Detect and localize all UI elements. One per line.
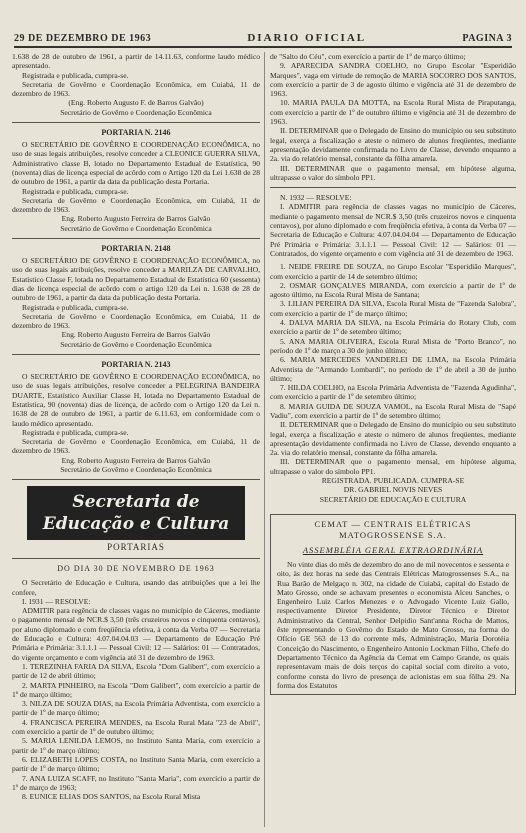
list-item: 7. HILDA COELHO, na Escola Primária Adventista de "Fazenda Agudinha", com exercício a partir de 1º de setembro último; (270, 383, 516, 402)
signature: Eng. Roberto Augusto Ferreira de Barros Galvão (61, 330, 211, 340)
list-item: 1. NEIDE FREIRE DE SOUZA, no Grupo Escolar "Esperidião Marques", com exercício a partir de 14 de setembro último; (270, 262, 516, 281)
divider (12, 122, 260, 123)
left-column (12, 52, 260, 827)
list-item: 4. FRANCISCA PEREIRA MENDES, na Escola Rural Mata "23 de Abril", com exercício a partir de 1º de outubro último; (12, 717, 260, 737)
list-item: 5. ANA MARIA OLIVEIRA, Escola Rural Mista de "Porto Branco", no período de 1º de março a 30 de junho último; (270, 336, 516, 355)
list-item: 4. DALVA MARIA DA SILVA, na Escola Primária do Rotary Club, com exercício a partir de 1º de setembro último; (270, 318, 516, 337)
paragraph: III. DETERMINAR que o pagamento mensal, em hipótese alguma, ultrapasse o valor do símbolo PP1. (270, 163, 516, 182)
list-item: 8. MARIA GUIDA DE SOUZA VAMOL, na Escola Rural Mista de "Sapé Vadiu", com exercício a partir de 1º de setembro último; (270, 401, 516, 420)
divider (270, 187, 516, 188)
paragraph: Secretaria de Govêrno e Coordenação Econômica, em Cuiabá, 11 de dezembro de 1963. (12, 79, 260, 99)
paragraph: O Secretário de Educação e Cultura, usando das atribuições que a lei lhe confere, (12, 578, 260, 597)
paragraph: Secretaria de Govêrno e Coordenação Econômica, em Cuiabá, 11 de dezembro de 1963. (12, 195, 260, 215)
signature: Eng. Roberto Augusto Ferreira de Barros Galvão (61, 214, 211, 224)
paragraph: II. DETERMINAR que o Delegado de Ensino do município ou seu substituto legal, exerça a fiscalização e ateste o número de alunos freqüentes, mediante apresentação devidamente confirmada no Livro de Classe, devendo enquanto a 2a. via do relatório mensal, constante da fôlha amarela. (270, 126, 516, 164)
signature-title: Secretário de Govêrno e Coordenação Econômica (60, 107, 212, 117)
header-page: PAGINA 3 (462, 32, 512, 44)
list-item: 2. OSMAR GONÇALVES MIRANDA, com exercício a partir de 1º de agosto último, na Escola Rural Mista de Santana; (270, 280, 516, 300)
resolve-heading: I. 1931 — RESOLVE: (22, 596, 91, 606)
signature: DR. GABRIEL NOVIS NEVES (343, 485, 443, 495)
list-item: 5. MARIA LENILDA LEMOS, no Instituto Santa Maria, com exercício a partir de 1º de março último; (12, 736, 260, 755)
paragraph: Secretaria de Govêrno e Coordenação Econômica, em Cuiabá, 11 de dezembro de 1963. (12, 437, 260, 456)
paragraph: Registrada e publicada, cumpra-se. (22, 302, 129, 312)
list-item: 9. APARECIDA SANDRA COELHO, no Grupo Escolar "Esperidião Marques", vaga em virtude de remoção de MARIA SOCORRO DOS SANTOS, com exercício a partir de 3 de agosto último e vigência até 31 de dezembro de 1963. (270, 61, 516, 99)
paragraph: de "Salto do Céu", com exercício a partir de 1º de março último; (270, 52, 466, 61)
list-item: 6. ELIZABETH LOPES COSTA, no Instituto Santa Maria, com exercício a partir de 1º de março último; (12, 754, 260, 774)
paragraph: Registrada e publicada, cumpra-se. (22, 186, 129, 196)
divider (12, 238, 260, 239)
notice-org: CEMAT — CENTRAIS ELÉTRICAS MATOGROSSENSE S.A. (314, 518, 472, 540)
notice-title: ASSEMBLÉIA GERAL EXTRAORDINÁRIA (302, 544, 484, 555)
list-item: 3. LILIAN PEREIRA DA SILVA, Escola Rural Mista de "Fazenda Salobra", com exercício a partir de 1º de março último; (270, 299, 516, 318)
paragraph: Registrada e publicada, cumpra-se. (22, 70, 129, 80)
divider (12, 354, 260, 355)
section-subheading: PORTARIAS (107, 542, 165, 553)
list-item: 3. NILZA DE SOUZA DIAS, na Escola Primária Adventista, com exercício a partir de 1º de março último; (12, 699, 260, 718)
right-column (270, 52, 516, 827)
paragraph: Registrada e publicada, cumpra-se. (22, 427, 129, 437)
signature: (Eng. Roberto Augusto F. de Barros Galvão) (68, 98, 204, 108)
notice-body: No vinte dias do mês de dezembro do ano de mil novecentos e sessenta e oito, às dez horas na sede das Centrais Elétricas Matogrossenses S.A., na Rua Barão de Melgaço n. 302, na cidade de Cuiabá, capital do Estado de Mato Grosso, onde se achavam presentes o economista Alceu Sanches, o Engenheiro Luiz Carlos Menezes e o Advogado Vicente Luiz Gallo, respectivamente Diretor Presidente, Diretor Técnico e Diretor Administrativo da Central, Senhor Delpidio Sant'anna Rocha de Mattos, êste representando o Govêrno do Estado de Mato Grosso, na forma do Ofício GE 563 de 13 do corrente mês, Administração, Maria Dorotéia Conceição do Nascimento, o Engenheiro Antonio Lockman Filho, Chefe do Departamento Técnico da Agência da Cemat em Campo Grande, os quais representavam mais de dois terços do capital social com direito a voto, conforme consta do livro de presença de acionistas em sua fôlha 29. Na forma dos Estatutos (277, 559, 509, 690)
section-banner: Secretaria de Educação e Cultura (27, 486, 245, 540)
resolve-heading: N. 1932 — RESOLVE: (280, 193, 352, 203)
list-item: 2. MARTA PINHEIRO, na Escola "Dom Galibert", com exercício a partir de 1º de março último; (12, 680, 260, 699)
signature: Eng. Roberto Augusto Ferreira de Barros Galvão (61, 455, 211, 465)
divider (12, 558, 260, 559)
header-date: 29 DE DEZEMBRO DE 1963 (14, 32, 152, 44)
list-item: 8. EUNICE ELIAS DOS SANTOS, na Escola Rural Mista (22, 792, 201, 802)
paragraph: Secretaria de Govêrno e Coordenação Econômica, em Cuiabá, 11 de dezembro de 1963. (12, 311, 260, 331)
paragraph: II. DETERMINAR que o Delegado de Ensino do município ou seu substituto legal, exerça a fiscalização e ateste o número de alunos freqüentes, mediante apresentação devidamente confirmada no Livro de Classe, devendo enquanto a 2a. via do relatório mensal, constante da fôlha amarela. (270, 420, 516, 458)
list-item: 7. ANA LUIZA SCAFF, no Instituto "Santa Maria", com exercício a partir de 1º de março de 1963; (12, 773, 260, 792)
portaria-body: O SECRETÁRIO DE GOVÊRNO E COORDENAÇÃO ECONÔMICA, no uso de suas legais atribuições, resolve conceder a PELEGRINA BANDEIRA DUARTE, Estatístico Auxiliar Classe H, lotada no Departamento Estadual de Estatística, 90 (noventa) dias de licença, de acôrdo com o Artigo 120 da Lei n. 1638 de 28 de outubro de 1961, a partir de 6.11.63, em conformidade com o laudo médico apresentado. (12, 372, 260, 428)
paragraph: I. ADMITIR para regência de classes vagas no município de Cáceres, mediante o pagamento mensal de NCR.$ 3,50 (três cruzeiros novos e cinquenta centavos), por aluno diplomado e com freqüência efetiva, à conta da Verba 07 — Secretaria de Educação e Cultura: 4.07.04.04.04 — Departamento de Educação Pré Primária e Primária: 3.1.1.1 — Pessoal Civil: 12 — Salários: 01 — Contratados, do vigente orçamento e com vigência até 31 de dezembro de 1963. (270, 202, 516, 258)
divider (12, 479, 260, 480)
paragraph: III. DETERMINAR que o pagamento mensal, em hipótese alguma, ultrapasse o valor do símbolo PP1. (270, 457, 516, 476)
paragraph: 1.638 de 28 de outubro de 1961, a partir de 14.11.63, conforme laudo médico apresentado. (12, 52, 260, 71)
list-item: 1. TEREZINHA FARIA DA SILVA, Escola "Dom Galibert", com exercício a partir de 12 de abril último; (12, 661, 260, 681)
registration-note: REGISTRADA. PUBLICADA. CUMPRA-SE (321, 476, 465, 486)
assembly-notice (270, 514, 516, 695)
signature-title: SECRETÁRIO DE EDUCAÇÃO E CULTURA (319, 494, 467, 504)
list-item: 10. MARIA PAULA DA MOTTA, na Escola Rural Mista de Piraputanga, com exercício a partir de 1º de outubro último e vigência até 31 de dezembro de 1963. (270, 98, 516, 127)
column-divider (264, 52, 265, 827)
paragraph: ADMITIR para regência de classes vagas no município de Cáceres, mediante o pagamento mensal de NCR.$ 3,50 (três cruzeiros novos e cinquenta centavos), por aluno diplomado e com freqüência efetiva, à conta da Verba 07 — Secretaria de Educação e Cultura: 4.07.04.04.03 — Departamento de Educação Pré Primária e Primária: 3.1.1.1 — Pessoal Civil: 12 — Salários: 01 — Contratados, do vigente orçamento e com vigência até 31 de dezembro de 1963. (12, 606, 260, 662)
portaria-title: PORTARIA N. 2146 (101, 128, 171, 138)
signature-title: Secretário de Govêrno e Coordenação Econômica (60, 223, 212, 233)
list-item: 6. MARIA MERCEDES VANDERLEI DE LIMA, na Escola Primária Adventista de "Armando Lombardi", no período de 1º de abril a 30 de junho último; (270, 355, 516, 383)
portaria-body: O SECRETÁRIO DE GOVÊRNO E COORDENAÇÃO ECONÔMICA, no uso de suas legais atribuições, resolve conceder a CLEONICE GUERRA SILVA, Administrativo classe B, lotado no Departamento Estadual de Estatística, 90 (noventa) dias de licença especial de acôrdo com o Artigo 120 da Lei 1.638 de 28 de outubro de 1961, a partir da data da publicação desta Portaria. (12, 140, 260, 187)
signature-title: Secretário de Govêrno e Coordenação Econômica (60, 464, 212, 474)
header-title: DIARIO OFICIAL (247, 32, 367, 44)
portaria-title: PORTARIA N. 2143 (101, 360, 171, 370)
portaria-title: PORTARIA N. 2148 (101, 244, 171, 254)
dated-heading: DO DIA 30 DE NOVEMBRO DE 1963 (57, 564, 215, 574)
masthead (14, 30, 512, 48)
signature-title: Secretário de Govêrno e Coordenação Econômica (60, 339, 212, 349)
portaria-body: O SECRETÁRIO DE GOVÊRNO E COORDENAÇÃO ECONÔMICA, no uso de suas legais atribuições, resolve conceder a MARILZA DE CARVALHO, Estatístico Classe F, lotada no Departamento Estadual de Estatística 60 (sessenta) dias de licença especial de acôrdo com o artigo 120 da Lei n. 1.638 de 28 de outubro de 1961, a partir da data da publicação desta Portaria. (12, 256, 260, 303)
